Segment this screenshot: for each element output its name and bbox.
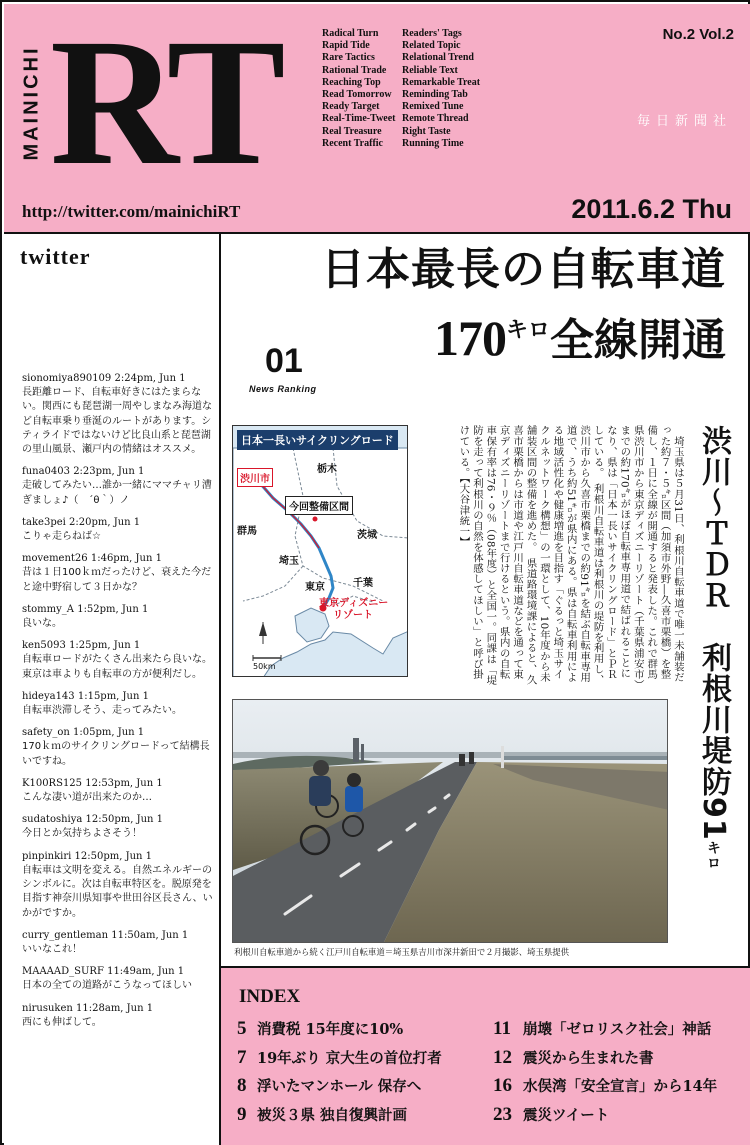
tweet-user: curry_gentleman <box>22 929 109 941</box>
keyword: Remote Thread <box>402 113 469 125</box>
keyword: Reaching Top <box>322 76 381 88</box>
tweet-item[interactable] <box>22 516 216 544</box>
tweet-time: 1:52pm, Jun 1 <box>77 603 149 615</box>
map-label-tochigi: 栃木 <box>317 464 337 475</box>
tweet-item[interactable] <box>22 929 216 957</box>
map-label-ibaraki: 茨城 <box>357 530 377 541</box>
photo-illustration <box>233 700 668 943</box>
tweet-item[interactable] <box>22 603 216 631</box>
headline-rest: 全線開通 <box>550 315 726 366</box>
photo-caption: 利根川自転車道から続く江戸川自転車道＝埼玉県吉川市深井新田で２月撮影、埼玉県提供 <box>234 947 569 957</box>
tweet-time: 12:50pm, Jun 1 <box>74 850 153 862</box>
tweet-time: 11:28am, Jun 1 <box>76 1002 154 1014</box>
tweet-list <box>22 372 216 1038</box>
headline-unit: キロ <box>505 317 550 343</box>
tweet-text: 昔は１日100ｋｍだったけど、衰えた今だと途中野宿して３日かな？ <box>22 567 212 593</box>
twitter-heading: twitter <box>20 244 91 269</box>
vertical-brand: MAINICHI <box>20 45 43 161</box>
tweet-user: hideya143 <box>22 690 75 702</box>
tweet-user: pinpinkiri <box>22 850 72 862</box>
headline-line-1: 日本最長の自転車道 <box>321 244 726 295</box>
index-item[interactable]: 12 震災から生まれた書 <box>493 1046 654 1068</box>
tweet-user: sionomiya890109 <box>22 373 112 384</box>
keyword: Recent Traffic <box>322 137 383 149</box>
keyword: Right Taste <box>402 125 451 137</box>
keyword: Rational Trade <box>322 64 387 76</box>
keyword-list-1 <box>322 28 396 150</box>
tweet-item[interactable] <box>22 639 216 682</box>
tweet-text: 日本の全ての道路がこうなってほしい <box>22 980 192 992</box>
keyword: Running Time <box>402 137 464 149</box>
tweet-header <box>22 639 216 653</box>
tweet-item[interactable] <box>22 465 216 508</box>
tweet-header <box>22 690 216 704</box>
map-label-tokyo: 東京 <box>305 582 325 593</box>
issue-date: 2011.6.2 Thu <box>571 194 732 224</box>
tweet-item[interactable] <box>22 690 216 718</box>
tweet-user: take3pei <box>22 516 66 528</box>
issue-number: No.2 Vol.2 <box>662 26 734 43</box>
tweet-user: nirusuken <box>22 1002 73 1014</box>
tweet-time: 12:50pm, Jun 1 <box>85 814 164 826</box>
tweet-user: safety_on <box>22 727 70 739</box>
index-item[interactable]: 23 震災ツイート <box>493 1103 610 1125</box>
tweet-text: 長距離ロード、自転車好きにはたまらない。関西にも琵琶湖一周やしまなみ海道など自転車乗り垂涎のルートがあります。シティライドではないけど比良山系と琵琶湖の里山風景、瀬戸内の情緒はオススメ。 <box>22 387 212 456</box>
tweet-header <box>22 929 216 943</box>
tweet-text: 自転車は文明を変える。自然エネルギーのシンボルに。次は自転車特区を。脱原発を目指す神奈川県知事や世田谷区長さん、いかがですか。 <box>22 864 213 919</box>
index-list-left <box>237 1018 442 1132</box>
tweet-header <box>22 850 216 864</box>
tweet-item[interactable] <box>22 965 216 993</box>
tweet-text: 170ｋｍのサイクリングロードって結構長いですね。 <box>22 741 210 767</box>
tweet-text: 良いな。 <box>22 618 62 630</box>
tweet-header <box>22 372 216 386</box>
tweet-user: MAAAAD_SURF <box>22 966 104 978</box>
tweet-header <box>22 516 216 530</box>
tweet-time: 1:25pm, Jun 1 <box>69 640 141 652</box>
tweet-time: 2:23pm, Jun 1 <box>73 466 145 478</box>
tweet-item[interactable] <box>22 726 216 769</box>
keyword: Related Topic <box>402 40 461 52</box>
map-label-saitama: 埼玉 <box>279 556 299 567</box>
tweet-item[interactable] <box>22 850 216 921</box>
index-title: INDEX <box>239 986 301 1007</box>
tweet-header <box>22 603 216 617</box>
twitter-column <box>4 234 221 1145</box>
tweet-text: こりゃ走らねば☆ <box>22 531 101 543</box>
tweet-time: 1:05pm, Jun 1 <box>73 727 145 739</box>
map-label-gunma: 群馬 <box>237 526 257 537</box>
index-item[interactable]: 8 浮いたマンホール 保存へ <box>237 1075 422 1096</box>
tweet-text: 今日とか気持ちよさそう！ <box>22 828 142 840</box>
headline-number: 170 <box>433 310 506 366</box>
keyword: Reliable Text <box>402 64 458 76</box>
index-item[interactable]: 5 消費税 15年度に10% <box>237 1018 404 1039</box>
tweet-user: stommy_A <box>22 603 75 615</box>
twitter-url-link[interactable]: http://twitter.com/mainichiRT <box>22 202 241 221</box>
tweet-time: 2:24pm, Jun 1 <box>114 373 186 384</box>
tweet-user: K100RS125 <box>22 777 83 789</box>
tweet-text: 走破してみたい…誰か一緒にママチャリ漕ぎましょ♪（ ´θ｀）ノ <box>22 480 212 506</box>
tweet-header <box>22 1002 216 1016</box>
tweet-user: sudatoshiya <box>22 814 83 826</box>
tweet-user: ken5093 <box>22 640 66 652</box>
tweet-text: こんな凄い道が出来たのか… <box>22 792 152 804</box>
index-section <box>221 966 750 1145</box>
cycling-road-photo <box>232 699 668 943</box>
keyword: Real Treasure <box>322 125 382 137</box>
tweet-time: 2:20pm, Jun 1 <box>69 516 141 528</box>
tweet-user: movement26 <box>22 553 88 565</box>
map-label-shibukawa: 渋川市 <box>237 468 273 487</box>
keyword: Readers' Tags <box>402 28 462 39</box>
tweet-header <box>22 777 216 791</box>
tweet-header <box>22 465 216 479</box>
keyword: Rapid Tide <box>322 40 370 52</box>
tweet-item[interactable] <box>22 552 216 595</box>
tweet-time: 1:46pm, Jun 1 <box>90 553 162 565</box>
side-headline: 渋川〜ＴＤＲ 利根川堤防91キロ <box>696 425 731 871</box>
ranking-label: News Ranking <box>249 384 317 394</box>
keyword: Radical Turn <box>322 28 379 39</box>
tweet-text: いいなこれ！ <box>22 943 82 955</box>
headline-line-2 <box>434 304 726 367</box>
map-label-chiba: 千葉 <box>353 578 373 589</box>
tweet-time: 11:50am, Jun 1 <box>111 929 189 941</box>
logo: RT <box>50 2 280 203</box>
tweet-text: 自転車渋滞しそう、走ってみたい。 <box>22 705 182 717</box>
keyword-list-2 <box>402 28 480 150</box>
publisher-name: 毎日新聞社 <box>636 114 732 129</box>
map-title: 日本一長いサイクリングロード <box>237 430 398 450</box>
keyword: Remarkable Treat <box>402 76 481 88</box>
tweet-text: 自転車ロードがたくさん出来たら良いな。東京は車よりも自転車の方が便利だし。 <box>22 654 212 680</box>
ranking-number: 01 <box>265 342 303 380</box>
index-item[interactable]: 11 崩壊「ゼロリスク社会」神話 <box>493 1018 712 1039</box>
map-scale-label: 50km <box>253 662 276 671</box>
tweet-time: 11:49am, Jun 1 <box>107 966 185 978</box>
tweet-header <box>22 726 216 740</box>
tweet-header <box>22 813 216 827</box>
tweet-user: funa0403 <box>22 466 70 478</box>
index-list-right <box>493 1018 717 1132</box>
keyword: Real-Time-Tweet <box>322 113 396 125</box>
index-item[interactable]: 16 水俣湾「安全宣言」から14年 <box>493 1075 718 1096</box>
tweet-header <box>22 552 216 566</box>
keyword: Ready Target <box>322 101 380 113</box>
index-item[interactable]: 9 被災３県 独自復興計画 <box>237 1103 408 1125</box>
tweet-item[interactable] <box>22 777 216 805</box>
masthead <box>4 4 750 234</box>
keyword: Reminding Tab <box>402 89 468 101</box>
article-body: 埼玉県は５月31日、利根川自転車道で唯一未舗装だった約７・５㌔区間（加須市外野―久喜市栗橋）を整備し、１日に全線が開通すると発表した。これで群馬県渋川市から東京ディズニーリゾート（千葉県浦安市）までの約170㌔がほぼ自転車専用道で結ばれることになり、県は「日本一長いサイクリングロード」とＰＲしている。 利根川自転車道は利根川の堤防を利用し、渋川市から久喜市栗橋までの約91㌔を結ぶ自転車専用道で、うち約51㌔が県内にある。県は自転車利用による地域活性化や健康増進を目指す「ぐるっと埼玉サイクルネットワーク構想」の一環として、10年度から未舗装区間の整備を進めた。 県道路環境課によると、久喜市栗橋からは市道や江戸川自転車道などを通って東京ディズニーリゾートまで行けるという。県内の自転車保有率は76・９％（08年度）と全国一。同課は「堤防を走って利根川の自然を体感してほしい」と呼び掛けている。【大谷津統一】 <box>457 425 684 686</box>
tweet-item[interactable] <box>22 1002 216 1030</box>
tweet-time: 1:15pm, Jun 1 <box>77 690 149 702</box>
index-item[interactable]: 7 19年ぶり 京大生の首位打者 <box>237 1046 442 1068</box>
cycling-road-map <box>232 425 408 677</box>
keyword: Read Tomorrow <box>322 89 392 101</box>
keyword: Remixed Tune <box>402 101 464 113</box>
tweet-item[interactable] <box>22 372 216 457</box>
keyword: Rare Tactics <box>322 52 375 64</box>
tweet-text: 西にも伸ばして。 <box>22 1016 102 1028</box>
map-label-section: 今回整備区間 <box>285 496 353 515</box>
tweet-item[interactable] <box>22 813 216 841</box>
map-label-disney: 東京ディズニー リゾート <box>319 598 389 621</box>
tweet-time: 12:53pm, Jun 1 <box>85 777 163 789</box>
keyword: Relational Trend <box>402 52 474 64</box>
tweet-header <box>22 965 216 979</box>
